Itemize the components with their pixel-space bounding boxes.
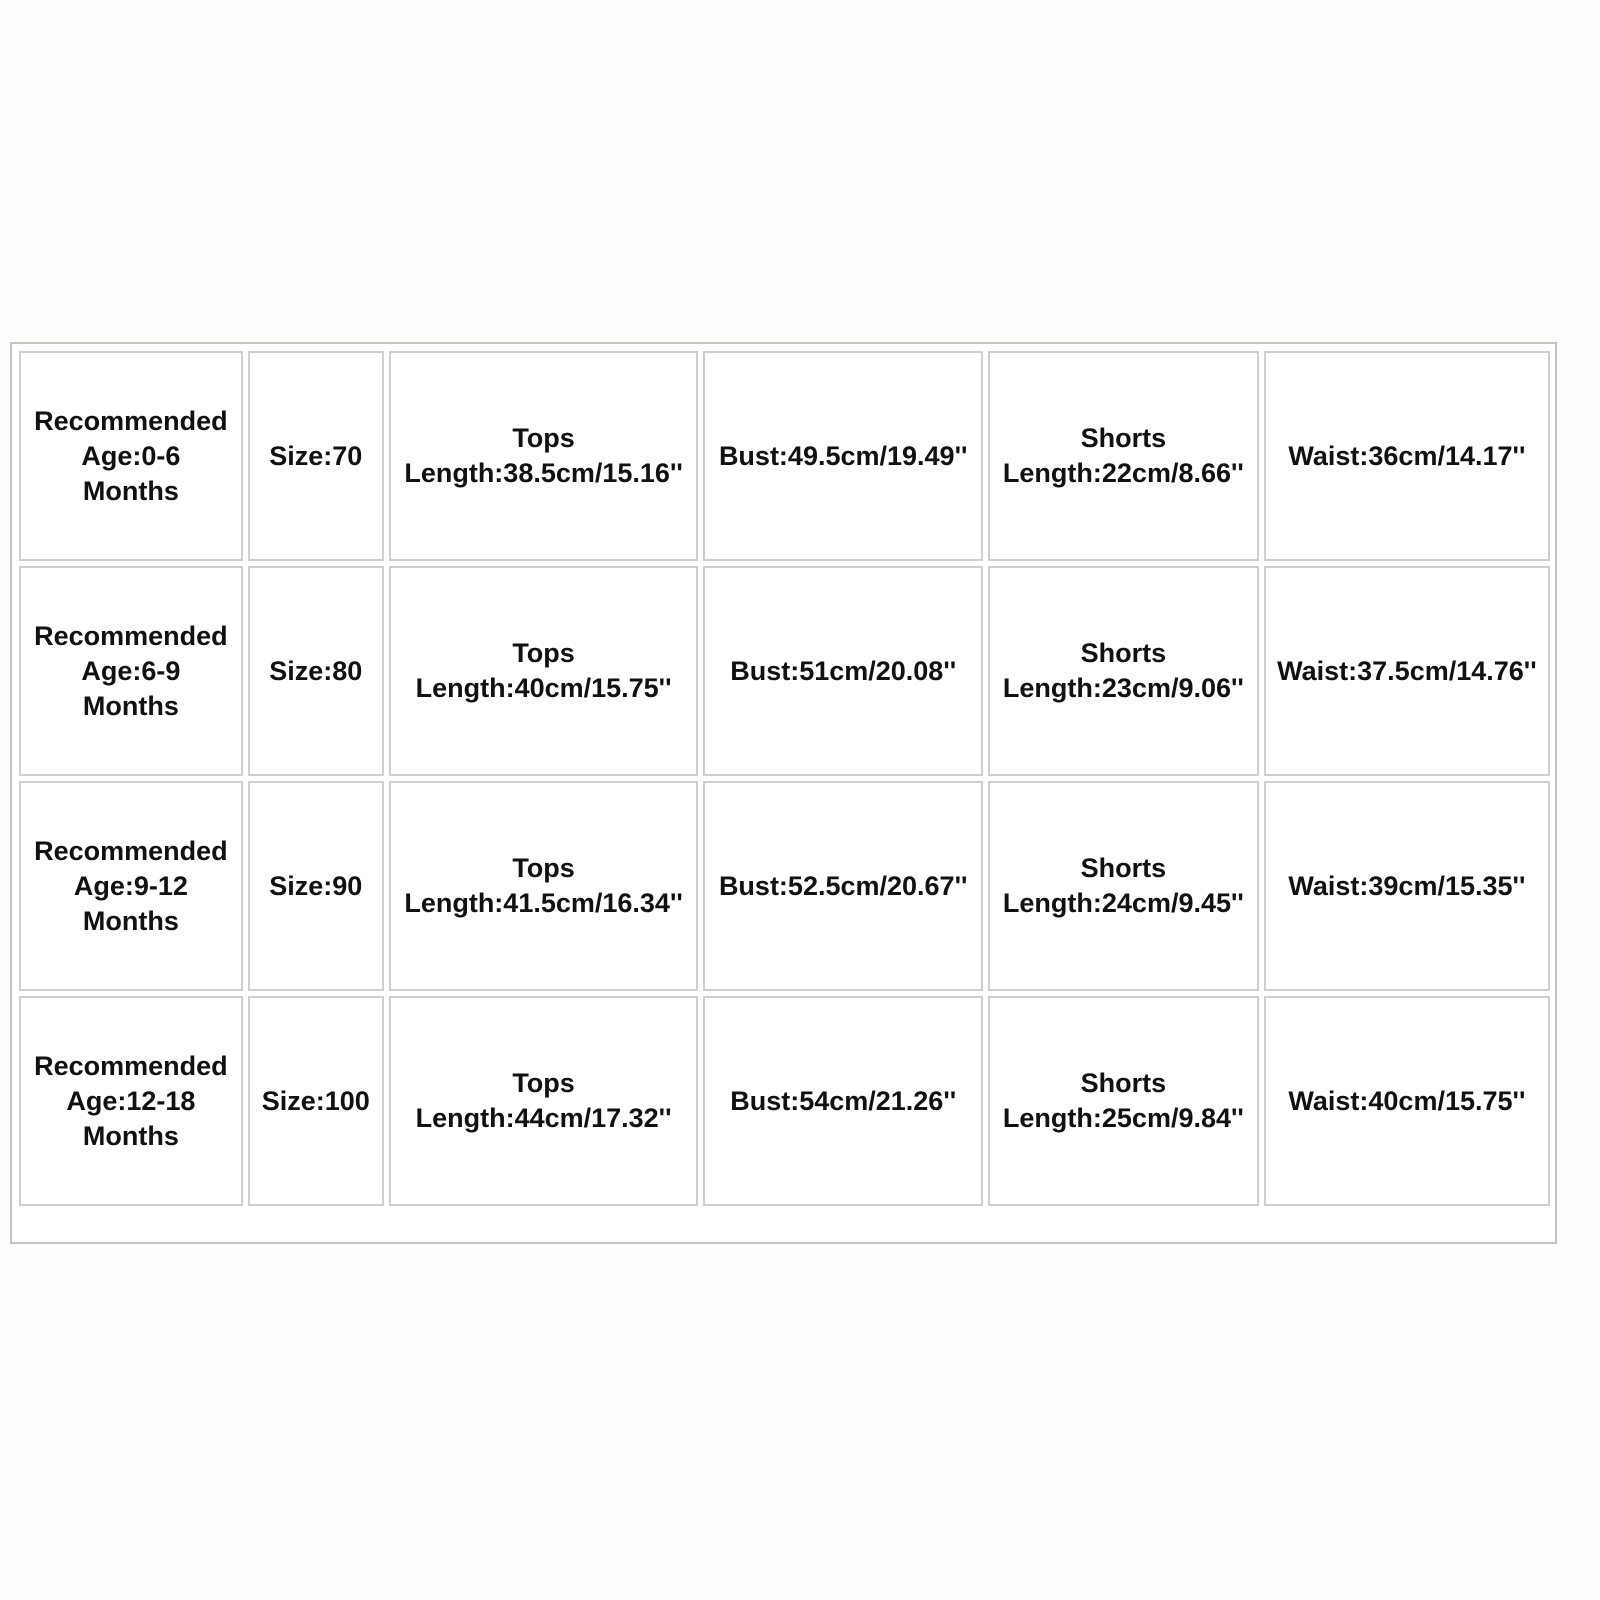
age-cell xyxy=(19,351,243,561)
size-cell xyxy=(248,566,384,776)
tops-length-cell xyxy=(389,996,699,1206)
size-label: Size:100 xyxy=(261,1085,370,1116)
age-line: Recommended xyxy=(34,620,228,651)
tops-label: Tops xyxy=(512,1068,575,1098)
shorts-label: Shorts xyxy=(1080,638,1167,668)
bust-value: Bust:51cm/20.08'' xyxy=(730,655,957,686)
size-chart xyxy=(10,342,1557,1244)
shorts-length-value: Length:22cm/8.66'' xyxy=(1002,458,1244,488)
bust-value: Bust:49.5cm/19.49'' xyxy=(718,440,968,471)
tops-length-cell xyxy=(389,351,699,561)
shorts-label: Shorts xyxy=(1080,853,1167,883)
bust-cell xyxy=(703,996,983,1206)
age-cell xyxy=(19,781,243,991)
size-label: Size:70 xyxy=(269,440,363,471)
bust-value: Bust:54cm/21.26'' xyxy=(730,1085,957,1116)
table-row xyxy=(19,996,1550,1206)
shorts-length-cell xyxy=(988,566,1259,776)
age-line: Age:12-18 xyxy=(66,1085,196,1116)
table-row xyxy=(19,566,1550,776)
age-cell xyxy=(19,996,243,1206)
age-line: Months xyxy=(82,475,179,506)
table-row xyxy=(19,781,1550,991)
tops-length-value: Length:38.5cm/15.16'' xyxy=(404,458,683,488)
age-cell xyxy=(19,566,243,776)
bust-cell xyxy=(703,566,983,776)
shorts-length-value: Length:23cm/9.06'' xyxy=(1002,673,1244,703)
age-line: Recommended xyxy=(34,1050,228,1081)
bust-cell xyxy=(703,351,983,561)
size-cell xyxy=(248,351,384,561)
shorts-length-cell xyxy=(988,351,1259,561)
tops-label: Tops xyxy=(512,638,575,668)
waist-cell xyxy=(1264,781,1550,991)
shorts-length-cell xyxy=(988,781,1259,991)
age-line: Months xyxy=(82,690,179,721)
waist-cell xyxy=(1264,566,1550,776)
age-line: Age:0-6 xyxy=(81,440,181,471)
age-line: Months xyxy=(82,1120,179,1151)
waist-cell xyxy=(1264,351,1550,561)
tops-label: Tops xyxy=(512,423,575,453)
tops-length-value: Length:44cm/17.32'' xyxy=(415,1103,672,1133)
table-row xyxy=(19,351,1550,561)
tops-length-cell xyxy=(389,566,699,776)
size-cell xyxy=(248,996,384,1206)
waist-value: Waist:39cm/15.35'' xyxy=(1288,870,1526,901)
age-line: Age:6-9 xyxy=(81,655,181,686)
shorts-label: Shorts xyxy=(1080,1068,1167,1098)
tops-label: Tops xyxy=(512,853,575,883)
size-cell xyxy=(248,781,384,991)
waist-value: Waist:40cm/15.75'' xyxy=(1288,1085,1526,1116)
shorts-length-value: Length:24cm/9.45'' xyxy=(1002,888,1244,918)
age-line: Months xyxy=(82,905,179,936)
tops-length-value: Length:40cm/15.75'' xyxy=(415,673,672,703)
shorts-length-value: Length:25cm/9.84'' xyxy=(1002,1103,1244,1133)
tops-length-value: Length:41.5cm/16.34'' xyxy=(404,888,683,918)
size-label: Size:80 xyxy=(269,655,363,686)
bust-cell xyxy=(703,781,983,991)
size-label: Size:90 xyxy=(269,870,363,901)
waist-cell xyxy=(1264,996,1550,1206)
age-line: Recommended xyxy=(34,835,228,866)
shorts-label: Shorts xyxy=(1080,423,1167,453)
waist-value: Waist:36cm/14.17'' xyxy=(1288,440,1526,471)
bust-value: Bust:52.5cm/20.67'' xyxy=(718,870,968,901)
age-line: Recommended xyxy=(34,405,228,436)
size-chart-table xyxy=(14,346,1555,1211)
age-line: Age:9-12 xyxy=(73,870,188,901)
waist-value: Waist:37.5cm/14.76'' xyxy=(1277,655,1537,686)
shorts-length-cell xyxy=(988,996,1259,1206)
tops-length-cell xyxy=(389,781,699,991)
